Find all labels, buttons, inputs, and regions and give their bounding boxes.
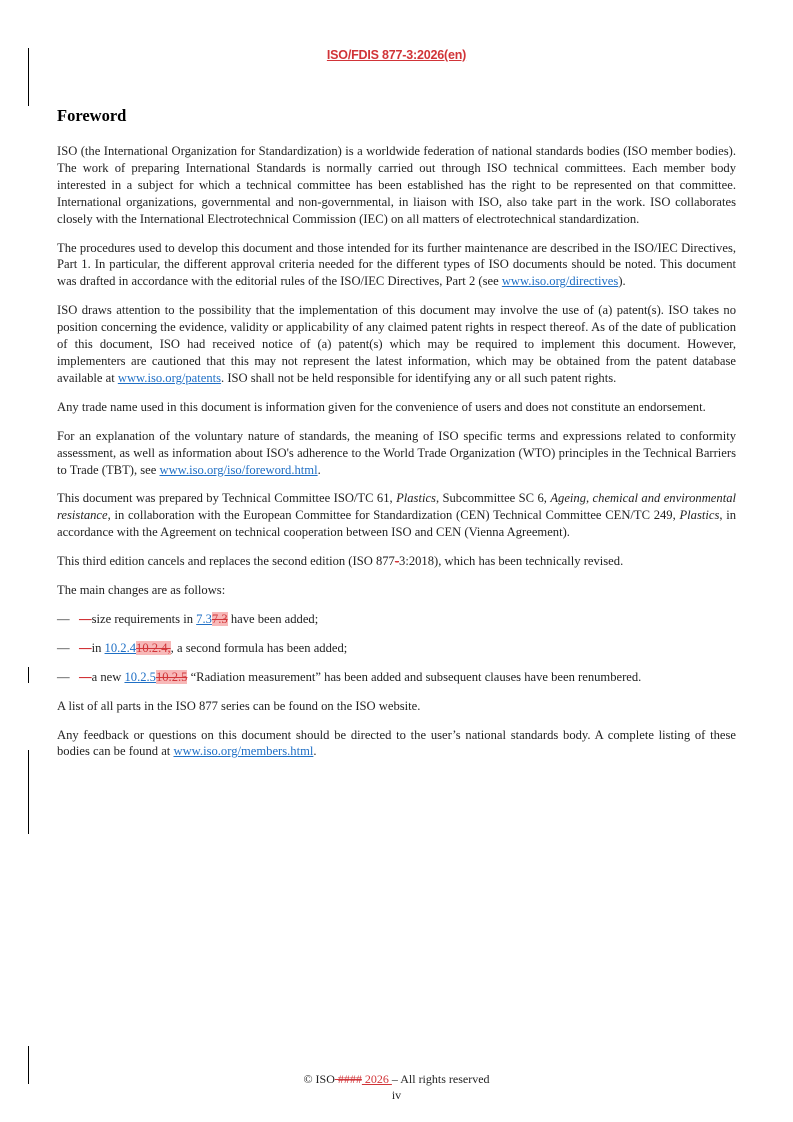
paragraph-procedures: The procedures used to develop this document and those intended for its further maintenance are described in the ISO/IEC Directives, Part 1. In particular, the different approval criteria needed for the different types of ISO documents should be noted. This document was drafted in accordance with the editorial rules of the ISO/IEC Directives, Part 2 (see www.iso.org/directives). — [57, 240, 736, 289]
changes-list — [57, 611, 736, 686]
deleted-hyphen: - — [394, 554, 400, 569]
deleted-ref: 10.2.4, — [136, 640, 171, 655]
foreword-link[interactable]: www.iso.org/iso/foreword.html — [159, 462, 318, 477]
inserted-year: 2026 — [361, 1072, 392, 1086]
dash-bullet: — — [57, 640, 70, 655]
list-item: — —in 10.2.410.2.4,, a second formula has been added; — [57, 640, 348, 655]
deleted-ref: 7.3 — [211, 611, 228, 626]
list-item: — —size requirements in 7.37.3 have been added; — [57, 611, 319, 626]
list-item: — —a new 10.2.510.2.5 “Radiation measurement” has been added and subsequent clauses have been renumbered. — [57, 669, 642, 684]
copyright-line: © ISO #### 2026 – All rights reserved — [303, 1072, 490, 1086]
clause-ref-link[interactable]: 10.2.4 — [104, 640, 137, 655]
paragraph-trade-name: Any trade name used in this document is information given for the convenience of users and does not constitute an endorsement. — [57, 399, 706, 414]
dash-bullet: — — [57, 611, 70, 626]
clause-ref-link[interactable]: 7.3 — [196, 611, 212, 626]
clause-ref-link[interactable]: 10.2.5 — [124, 669, 156, 684]
patents-link[interactable]: www.iso.org/patents — [117, 370, 222, 385]
document-id-header: ISO/FDIS 877-3:2026(en) — [326, 48, 467, 62]
deleted-year: #### — [334, 1072, 362, 1086]
paragraph-feedback: Any feedback or questions on this document should be directed to the user’s national standards body. A complete listing of these bodies can be found at www.iso.org/members.html. — [57, 727, 736, 759]
deleted-dash: — — [79, 669, 92, 684]
paragraph-voluntary-nature: For an explanation of the voluntary nature of standards, the meaning of ISO specific terms and expressions related to conformity assessment, as well as information about ISO's adherence to the World Trade Organization (WTO) principles in the Technical Barriers to Trade (TBT), see www.iso.org/iso/foreword.html. — [57, 428, 736, 477]
deleted-dash: — — [79, 640, 92, 655]
paragraph-patents: ISO draws attention to the possibility that the implementation of this document may involve the use of (a) patent(s). ISO takes no position concerning the evidence, validity or applicability of any claimed patent rights in respect thereof. As of the date of publication of this document, ISO had received notice of (a) patent(s) which may be required to implement this document. However, implementers are cautioned that this may not represent the latest information, which may be obtained from the patent database available at www.iso.org/patents. ISO shall not be held responsible for identifying any or all such patent rights. — [57, 303, 736, 385]
paragraph-edition: This third edition cancels and replaces the second edition (ISO 877-3:2018), which has been technically revised. — [57, 554, 624, 569]
deleted-ref: 10.2.5 — [155, 669, 188, 684]
foreword-body — [57, 143, 736, 772]
page-title: Foreword — [57, 106, 127, 125]
change-bar-edition — [28, 667, 29, 683]
directives-link[interactable]: www.iso.org/directives — [501, 274, 619, 289]
paragraph-iso-intro: ISO (the International Organization for Standardization) is a worldwide federation of national standards bodies (ISO member bodies). The work of preparing International Standards is normally carried out through ISO technical committees. Each member body interested in a subject for which a technical committee has been established has the right to be represented on that committee. International organizations, governmental and non-governmental, in liaison with ISO, also take part in the work. ISO collaborates closely with the International Electrotechnical Commission (IEC) on all matters of electrotechnical standardization. — [57, 144, 736, 226]
paragraph-prepared-by: This document was prepared by Technical Committee ISO/TC 61, Plastics, Subcommittee SC 6, Ageing, chemical and environmental resistance, in collaboration with the European Committee for Standardization (CEN) Technical Committee CEN/TC 249, Plastics, in accordance with the Agreement on technical cooperation between ISO and CEN (Vienna Agreement). — [57, 491, 737, 540]
deleted-dash: — — [79, 611, 92, 626]
members-link[interactable]: www.iso.org/members.html — [173, 744, 314, 759]
dash-bullet: — — [57, 669, 70, 684]
page-number: iv — [391, 1088, 402, 1102]
change-bar-changes — [28, 750, 29, 834]
paragraph-series-list: A list of all parts in the ISO 877 series can be found on the ISO website. — [57, 698, 421, 713]
page-footer — [0, 1071, 793, 1103]
paragraph-main-changes: The main changes are as follows: — [57, 583, 226, 598]
